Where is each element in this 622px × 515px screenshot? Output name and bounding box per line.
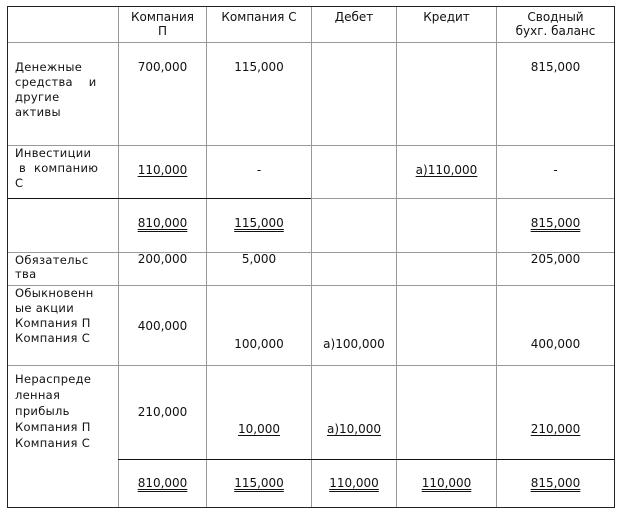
common-stock-company-c: 100,000 — [234, 337, 284, 351]
total-debit: 110,000 — [329, 476, 379, 490]
header-divider — [8, 42, 614, 43]
row-label-liabilities: Обязательс тва — [15, 253, 89, 281]
row-label-investment: Инвестиции в компанию С — [15, 146, 99, 190]
cash-consolidated: 815,000 — [530, 60, 581, 74]
header-consolidated: Сводный бухг. баланс — [515, 10, 596, 38]
total-assets-consolidated: 815,000 — [530, 216, 581, 230]
header-debit: Дебет — [334, 10, 374, 24]
retained-earnings-debit: a)10,000 — [326, 422, 382, 436]
row-divider — [311, 198, 614, 199]
cash-company-c: 115,000 — [234, 60, 284, 74]
retained-earnings-company-p: 210,000 — [137, 405, 188, 419]
common-stock-company-p: 400,000 — [137, 319, 188, 333]
header-company-c: Компания С — [221, 10, 297, 24]
header-company-p: Компания П — [131, 10, 194, 38]
header-credit: Кредит — [423, 10, 470, 24]
row-divider — [8, 285, 614, 286]
common-stock-consolidated: 400,000 — [530, 337, 581, 351]
investment-company-c: - — [256, 163, 262, 177]
row-divider-strong — [118, 459, 614, 460]
cash-company-p: 700,000 — [137, 60, 188, 74]
retained-earnings-consolidated: 210,000 — [530, 422, 581, 436]
total-company-p: 810,000 — [137, 476, 188, 490]
liabilities-consolidated: 205,000 — [530, 252, 581, 266]
consolidation-table — [7, 6, 615, 508]
investment-consolidated: - — [553, 163, 558, 177]
investment-credit: a)110,000 — [415, 163, 478, 177]
column-divider — [396, 7, 397, 507]
investment-company-p: 110,000 — [137, 163, 188, 177]
total-company-c: 115,000 — [234, 476, 284, 490]
row-label-common-stock: Обыкновенн ые акции Компания П Компания С — [15, 286, 94, 345]
total-credit: 110,000 — [421, 476, 472, 490]
liabilities-company-p: 200,000 — [137, 252, 188, 266]
common-stock-debit: a)100,000 — [323, 337, 385, 351]
row-divider — [8, 365, 614, 366]
row-divider — [8, 145, 614, 146]
row-label-retained-earnings: Нераспреде ленная прибыль Компания П Компания С — [15, 372, 92, 450]
row-divider-strong — [8, 198, 311, 199]
total-assets-company-p: 810,000 — [137, 216, 188, 230]
row-label-cash: Денежные средства и другие активы — [15, 60, 97, 119]
total-consolidated: 815,000 — [530, 476, 581, 490]
total-assets-company-c: 115,000 — [234, 216, 284, 230]
retained-earnings-company-c: 10,000 — [238, 422, 280, 436]
liabilities-company-c: 5,000 — [241, 252, 277, 266]
